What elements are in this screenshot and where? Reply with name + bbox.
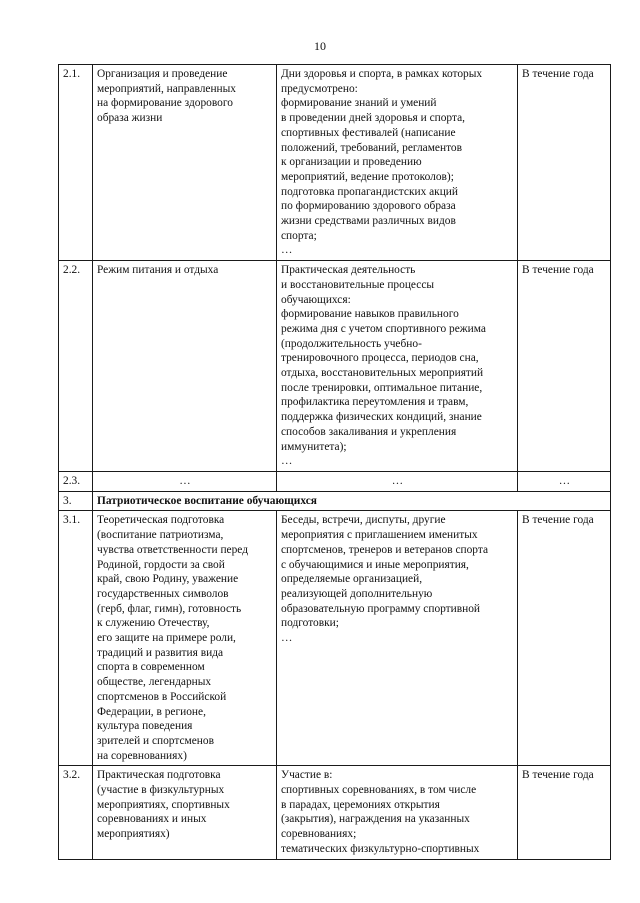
activity-name-line: (воспитание патриотизма, [97, 529, 224, 542]
activity-term: В течение года [518, 65, 611, 261]
row-number: 3.1. [59, 511, 93, 766]
activity-content [277, 511, 518, 766]
activity-name-line: мероприятиях, спортивных [97, 798, 230, 811]
activity-content [277, 65, 518, 261]
section-title: Патриотическое воспитание обучающихся [93, 491, 611, 511]
activity-name-line: традиций и развития вида [97, 646, 224, 659]
activity-name [93, 261, 277, 472]
activity-content-line: предусмотрено: [281, 82, 358, 95]
activity-content-line: спортивных фестивалей (написание [281, 126, 456, 139]
table-row [59, 511, 611, 766]
activity-content-line: и восстановительные процессы [281, 278, 435, 291]
activity-content-line: режима дня с учетом спортивного режима [281, 322, 486, 335]
activity-content [277, 766, 518, 859]
activity-name-line: Теоретическая подготовка [97, 514, 225, 527]
activity-name-line: чувства ответственности перед [97, 543, 249, 556]
activity-name-line: спортсменов в Российской [97, 690, 227, 703]
activity-content-line: определяемые организацией, [281, 573, 423, 586]
activity-name-line: мероприятий, направленных [97, 82, 237, 95]
activity-content-line: подготовка пропагандистских акций [281, 185, 458, 198]
activity-content-line: в проведении дней здоровья и спорта, [281, 112, 465, 125]
row-number: 3.2. [59, 766, 93, 859]
activity-content-line: формирование знаний и умений [281, 97, 437, 110]
activity-name-line: мероприятиях) [97, 828, 170, 841]
activity-name-line: Практическая подготовка [97, 769, 221, 782]
activity-content [277, 261, 518, 472]
activity-name: … [93, 471, 277, 491]
activity-name-line: культура поведения [97, 720, 193, 733]
activity-content-line: по формированию здорового образа [281, 200, 456, 213]
activity-name-line: зрителей и спортсменов [97, 734, 214, 747]
activity-content-line: Практическая деятельность [281, 264, 416, 277]
activity-content-line: обучающихся: [281, 293, 351, 306]
activity-content-line: Дни здоровья и спорта, в рамках которых [281, 68, 483, 80]
activity-name-line: на формирование здорового [97, 97, 233, 110]
row-number: 3. [59, 491, 93, 511]
table-row [59, 766, 611, 859]
activity-content-line: подготовки; [281, 617, 339, 630]
table-row [59, 261, 611, 472]
activity-content-line: отдыха, восстановительных мероприятий [281, 367, 484, 380]
activity-content-line: в парадах, церемониях открытия [281, 798, 440, 811]
activity-content-line: соревнованиях; [281, 828, 357, 841]
table-row [59, 491, 611, 511]
row-number: 2.2. [59, 261, 93, 472]
activity-content-line: образовательную программу спортивной [281, 602, 481, 615]
activity-name-line: Организация и проведение [97, 68, 228, 80]
activity-name-line: образа жизни [97, 112, 163, 125]
activity-name [93, 65, 277, 261]
activity-term: … [518, 471, 611, 491]
activity-content-line: (продолжительность учебно- [281, 337, 422, 350]
activity-name-line: государственных символов [97, 587, 229, 600]
activity-content-line: … [281, 632, 293, 645]
activity-content-line: поддержка физических кондиций, знание [281, 411, 482, 424]
activity-content-line: Участие в: [281, 769, 333, 782]
activity-name-line: (участие в физкультурных [97, 784, 225, 797]
activity-content-line: положений, требований, регламентов [281, 141, 462, 154]
activity-name-line: обществе, легендарных [97, 676, 212, 689]
activity-name-line: спорта в современном [97, 661, 205, 674]
activity-name-line: Федерации, в регионе, [97, 705, 206, 718]
row-number: 2.3. [59, 471, 93, 491]
activity-content: … [277, 471, 518, 491]
row-number: 2.1. [59, 65, 93, 261]
activity-content-line: мероприятия с приглашением именитых [281, 529, 478, 542]
activity-content-line: профилактика переутомления и травм, [281, 396, 469, 409]
activity-name-line: к служению Отечеству, [97, 617, 210, 630]
activity-content-line: спортивных соревнованиях, в том числе [281, 784, 477, 797]
activity-content-line: (закрытия), награждения на указанных [281, 813, 470, 826]
activity-name-line: край, свою Родину, уважение [97, 573, 239, 586]
activity-content-line: с обучающимися и иные мероприятия, [281, 558, 469, 571]
activity-name-line: на соревнованиях) [97, 749, 187, 762]
table-row [59, 471, 611, 491]
activity-name-line: Родиной, гордости за свой [97, 558, 225, 571]
activities-table [58, 64, 611, 860]
activity-content-line: к организации и проведению [281, 156, 422, 169]
activity-content-line: после тренировки, оптимальное питание, [281, 381, 483, 394]
page-number: 10 [314, 39, 326, 53]
activity-content-line: мероприятий, ведение протоколов); [281, 170, 454, 183]
table-row [59, 65, 611, 261]
activity-name-line: соревнованиях и иных [97, 813, 207, 826]
activity-term: В течение года [518, 261, 611, 472]
activity-content-line: … [281, 455, 293, 468]
activity-content-line: формирование навыков правильного [281, 308, 459, 321]
activity-name [93, 511, 277, 766]
activity-content-line: спорта; [281, 229, 317, 242]
activity-content-line: … [281, 244, 293, 257]
activity-content-line: иммунитета); [281, 440, 347, 453]
activity-name-line: Режим питания и отдыха [97, 264, 219, 277]
activity-name-line: (герб, флаг, гимн), готовность [97, 602, 242, 615]
activity-content-line: тренировочного процесса, периодов сна, [281, 352, 479, 365]
activity-content-line: тематических физкультурно-спортивных [281, 842, 480, 855]
activity-content-line: способов закаливания и укрепления [281, 425, 457, 438]
activity-name-line: его защите на примере роли, [97, 632, 236, 645]
activity-name [93, 766, 277, 859]
activity-term: В течение года [518, 766, 611, 859]
activity-content-line: жизни средствами различных видов [281, 215, 456, 228]
activity-term: В течение года [518, 511, 611, 766]
activity-content-line: спортсменов, тренеров и ветеранов спорта [281, 543, 489, 556]
activity-content-line: реализующей дополнительную [281, 587, 433, 600]
activity-content-line: Беседы, встречи, диспуты, другие [281, 514, 446, 527]
